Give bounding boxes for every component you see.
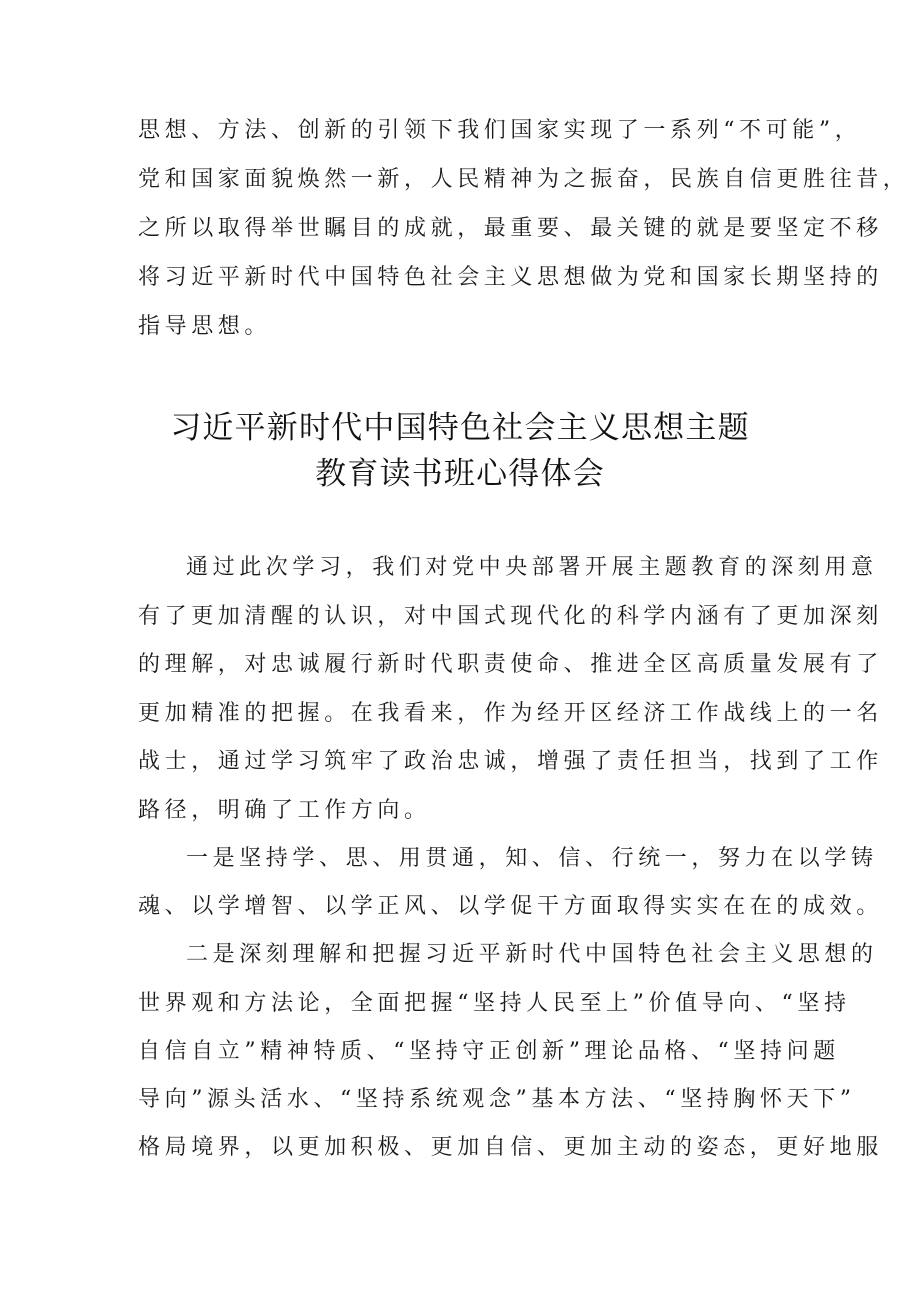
paragraph-3-line-3: 自信自立”精神特质、“坚持守正创新”理论品格、“坚持问题 [138,1039,840,1064]
intro-line-2: 党和国家面貌焕然一新，人民精神为之振奋，民族自信更胜往昔， [138,167,910,192]
paragraph-2-line-2: 魂、以学增智、以学正风、以学促干方面取得实实在在的成效。 [138,894,883,919]
paragraph-1-line-6: 路径，明确了工作方向。 [138,798,431,823]
title-line-1: 习近平新时代中国特色社会主义思想主题 [170,410,750,446]
paragraph-1-line-5: 战士，通过学习筑牢了政治忠诚，增强了责任担当，找到了工作 [138,749,883,774]
intro-line-5: 指导思想。 [138,314,272,339]
intro-line-3: 之所以取得举世瞩目的成就，最重要、最关键的就是要坚定不移 [138,216,883,241]
paragraph-2-line-1: 一是坚持学、思、用贯通，知、信、行统一，努力在以学铸 [186,846,878,871]
title-line-2: 教育读书班心得体会 [315,456,605,492]
paragraph-3-line-1: 二是深刻理解和把握习近平新时代中国特色社会主义思想的 [186,942,878,967]
paragraph-3-line-5: 格局境界，以更加积极、更加自信、更加主动的姿态，更好地服 [138,1135,883,1160]
paragraph-1-line-4: 更加精准的把握。在我看来，作为经开区经济工作战线上的一名 [138,701,883,726]
paragraph-1-line-3: 的理解，对忠诚履行新时代职责使命、推进全区高质量发展有了 [138,652,883,677]
paragraph-3-line-2: 世界观和方法论，全面把握“坚持人民至上”价值导向、“坚持 [138,991,851,1016]
intro-line-1: 思想、方法、创新的引领下我们国家实现了一系列“不可能”， [138,118,862,143]
paragraph-3-line-4: 导向”源头活水、“坚持系统观念”基本方法、“坚持胸怀天下” [138,1087,856,1112]
paragraph-1-line-2: 有了更加清醒的认识，对中国式现代化的科学内涵有了更加深刻 [138,604,883,629]
paragraph-1-line-1: 通过此次学习，我们对党中央部署开展主题教育的深刻用意 [186,555,878,580]
intro-line-4: 将习近平新时代中国特色社会主义思想做为党和国家长期坚持的 [138,265,883,290]
